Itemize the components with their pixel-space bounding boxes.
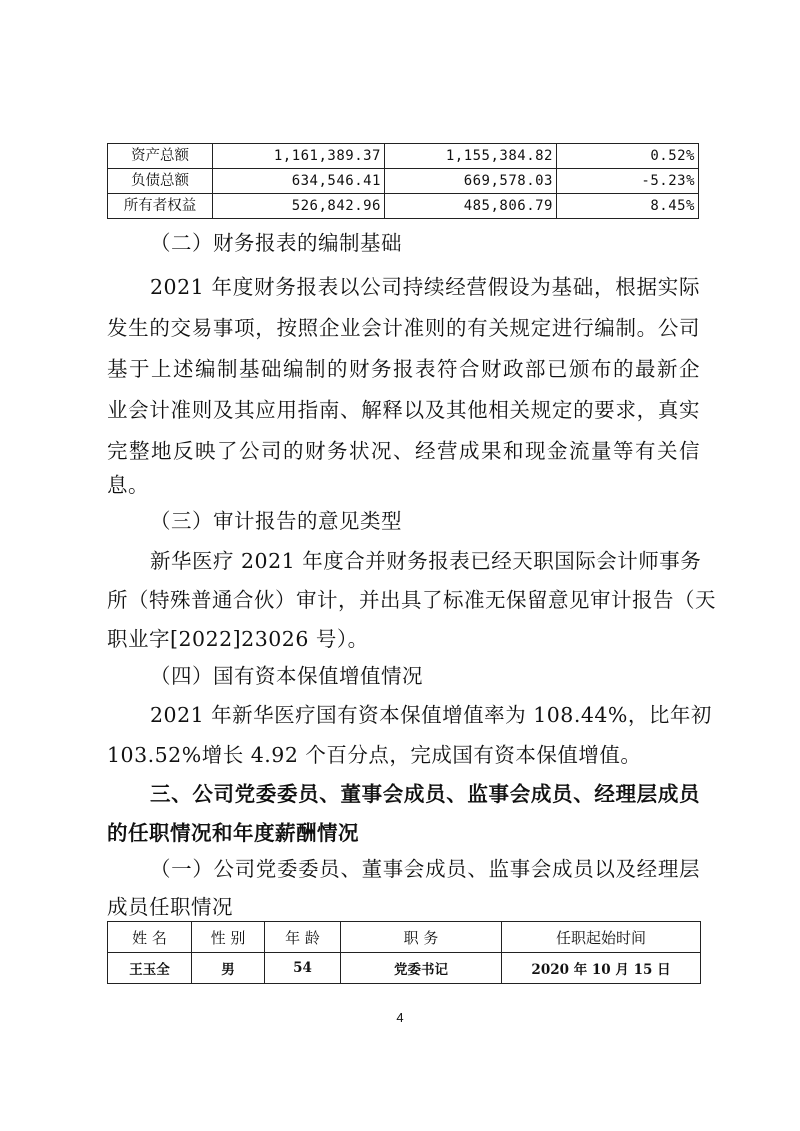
header-start-date: 任职起始时间 [502, 922, 701, 953]
row-label: 负债总额 [108, 169, 213, 194]
cell-start-date: 2020 年 10 月 15 日 [502, 953, 701, 984]
part-heading: 的任职情况和年度薪酬情况 [107, 821, 359, 845]
section-heading: （三）审计报告的意见类型 [150, 509, 402, 533]
paragraph-line: 息。 [107, 473, 149, 497]
header-gender: 性 别 [192, 922, 265, 953]
row-label: 资产总额 [108, 144, 213, 169]
paragraph-line: 103.52%增长 4.92 个百分点，完成国有资本保值增值。 [107, 743, 642, 767]
current-value: 634,546.41 [213, 169, 385, 194]
header-position: 职 务 [341, 922, 502, 953]
paragraph-line: 2021 年新华医疗国有资本保值增值率为 108.44%，比年初 [150, 703, 712, 727]
section-heading: （一）公司党委委员、董事会成员、监事会成员以及经理层 [150, 857, 700, 881]
section-heading: （二）财务报表的编制基础 [150, 231, 402, 255]
cell-age: 54 [265, 953, 341, 984]
change-rate: -5.23% [557, 169, 699, 194]
paragraph-line: 职业字[2022]23026 号）。 [107, 627, 369, 651]
current-value: 1,161,389.37 [213, 144, 385, 169]
header-name: 姓 名 [108, 922, 192, 953]
page-number: 4 [396, 1010, 404, 1025]
table-header-row [108, 922, 701, 953]
cell-gender: 男 [192, 953, 265, 984]
paragraph-line: 基于上述编制基础编制的财务报表符合财政部已颁布的最新企 [107, 357, 700, 381]
table-row [108, 144, 699, 169]
prior-value: 1,155,384.82 [385, 144, 557, 169]
paragraph-line: 2021 年度财务报表以公司持续经营假设为基础，根据实际 [150, 275, 700, 299]
part-heading: 三、公司党委委员、董事会成员、监事会成员、经理层成员 [150, 782, 700, 806]
table-row [108, 169, 699, 194]
current-value: 526,842.96 [213, 194, 385, 219]
prior-value: 485,806.79 [385, 194, 557, 219]
change-rate: 8.45% [557, 194, 699, 219]
section-heading: （四）国有资本保值增值情况 [150, 664, 423, 688]
paragraph-line: 发生的交易事项，按照企业会计准则的有关规定进行编制。公司 [107, 316, 700, 340]
paragraph-line: 新华医疗 2021 年度合并财务报表已经天职国际会计师事务 [150, 549, 702, 573]
paragraph-line: 所（特殊普通合伙）审计，并出具了标准无保留意见审计报告（天 [107, 588, 716, 612]
header-age: 年 龄 [265, 922, 341, 953]
change-rate: 0.52% [557, 144, 699, 169]
row-label: 所有者权益 [108, 194, 213, 219]
financial-summary-table [107, 143, 699, 219]
section-heading: 成员任职情况 [107, 895, 233, 919]
cell-name: 王玉全 [108, 953, 192, 984]
paragraph-line: 业会计准则及其应用指南、解释以及其他相关规定的要求，真实 [107, 398, 700, 422]
prior-value: 669,578.03 [385, 169, 557, 194]
table-row [108, 953, 701, 984]
table-row [108, 194, 699, 219]
paragraph-line: 完整地反映了公司的财务状况、经营成果和现金流量等有关信 [107, 439, 700, 463]
cell-position: 党委书记 [341, 953, 502, 984]
staff-table [107, 921, 701, 984]
